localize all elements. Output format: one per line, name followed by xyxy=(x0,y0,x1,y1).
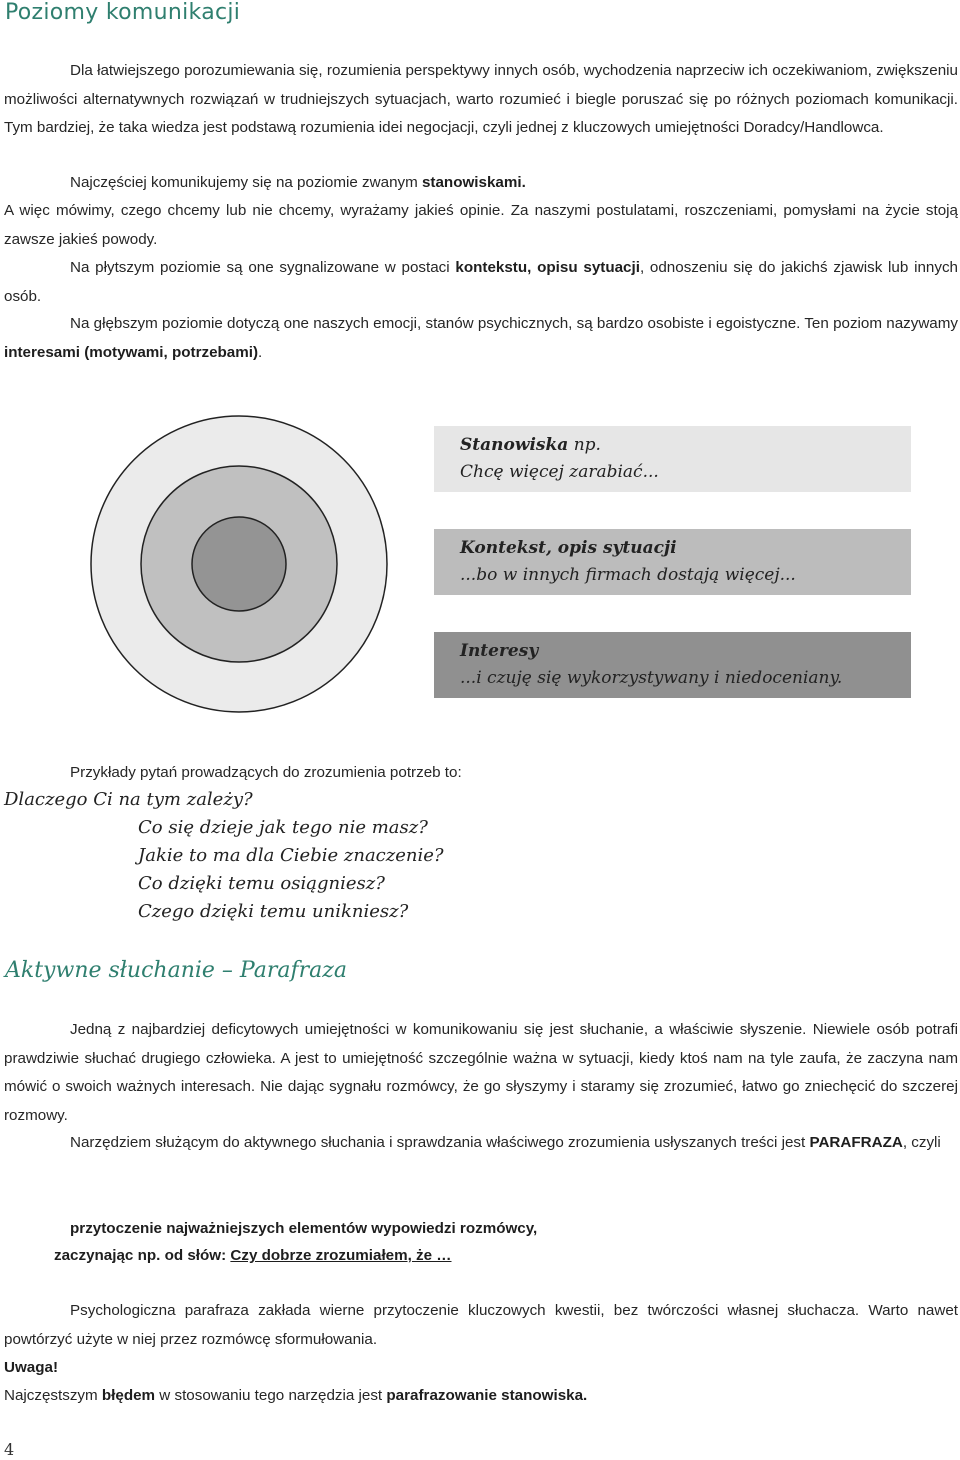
parafraza-definition: przytoczenie najważniejszych elementów wypowiedzi rozmówcy, xyxy=(70,1220,538,1237)
paragraph-narzedzie: Narzędziem służącym do aktywnego słuchania i sprawdzania właściwego zrozumienia usłyszanych treści jest PARAFRAZA, czyli xyxy=(70,1134,941,1151)
paragraph-interesy: Na głębszym poziomie dotyczą one naszych emocji, stanów psychicznych, są bardzo osobiste i egoistyczne. Ten poziom nazywamy interesami (motywami, potrzebami). xyxy=(4,315,958,361)
question-item: Co dzięki temu osiągniesz? xyxy=(138,873,385,894)
paragraph-blad: Najczęstszym błędem w stosowaniu tego narzędzia jest parafrazowanie stanowiska. xyxy=(4,1387,588,1404)
paragraph-sluchanie: Jedną z najbardziej deficytowych umiejętności w komunikowaniu się jest słuchanie, a właściwie słyszenie. Niewiele osób potrafi prawdziwie słuchać drugiego człowieka. A jest to umiejętność szczególnie ważna w sytuacji, kiedy ktoś nam na tyle zaufa, że zaczyna nam mówić o swoich ważnych interesach. Nie dając sygnału rozmówcy, że go słyszymy i staramy się zrozumieć, łatwo go zniechęcić do szczerej rozmowy. xyxy=(4,1021,958,1124)
level-title: Interesy xyxy=(460,641,539,661)
paragraph-psychologiczna: Psychologiczna parafraza zakłada wierne przytoczenie kluczowych kwestii, bez twórczości własnej słuchacza. Warto nawet powtórzyć użyte w niej przez rozmówcę sformułowania. xyxy=(4,1302,958,1348)
paragraph-intro: Dla łatwiejszego porozumiewania się, rozumienia perspektywy innych osób, wychodzenia naprzeciw ich oczekiwaniom, zwiększeniu możliwości alternatywnych rozwiązań w trudniejszych sytuacjach, warto rozumieć i biegle poruszać się po różnych poziomach komunikacji. Tym bardziej, że taka wiedza jest podstawą rozumienia idei negocjacji, czyli jednej z kluczowych umiejętności Doradcy/Handlowca. xyxy=(4,62,958,136)
level-title: Stanowiska xyxy=(460,435,569,455)
levels-circle-diagram xyxy=(85,410,395,720)
page-number: 4 xyxy=(4,1440,15,1459)
level-suffix: np. xyxy=(568,435,601,455)
paragraph-kontekst: Na płytszym poziomie są one sygnalizowane w postaci kontekstu, opisu sytuacji, odnoszeniu się do jakichś zjawisk lub innych osób. xyxy=(4,259,958,305)
ring-inner-interesy xyxy=(192,517,286,611)
level-example: ...i czuję się wykorzystywany i niedoceniany. xyxy=(460,668,843,688)
level-example: ...bo w innych firmach dostają więcej... xyxy=(460,565,796,585)
level-title: Kontekst, opis sytuacji xyxy=(460,538,677,558)
question-item: Jakie to ma dla Ciebie znaczenie? xyxy=(138,845,444,866)
paragraph-stanowiska: Najczęściej komunikujemy się na poziomie zwanym stanowiskami. xyxy=(70,174,526,191)
warning-label: Uwaga! xyxy=(4,1359,59,1376)
section-title-poziomy: Poziomy komunikacji xyxy=(5,0,241,25)
paragraph-opinie: A więc mówimy, czego chcemy lub nie chcemy, wyrażamy jakieś opinie. Za naszymi postulatami, roszczeniami, pomysłami na życie stoją zawsze jakieś powody. xyxy=(4,202,958,248)
parafraza-example-phrase: zaczynając np. od słów: Czy dobrze zrozumiałem, że … xyxy=(54,1247,452,1264)
level-box-stanowiska xyxy=(434,426,911,492)
question-item: Czego dzięki temu unikniesz? xyxy=(138,901,409,922)
section-title-aktywne-sluchanie: Aktywne słuchanie – Parafraza xyxy=(5,958,347,983)
question-item: Co się dzieje jak tego nie masz? xyxy=(138,817,428,838)
level-box-kontekst xyxy=(434,529,911,595)
level-box-interesy xyxy=(434,632,911,698)
questions-intro: Przykłady pytań prowadzących do zrozumienia potrzeb to: xyxy=(70,764,462,781)
level-example: Chcę więcej zarabiać... xyxy=(460,462,659,482)
question-item: Dlaczego Ci na tym zależy? xyxy=(4,789,253,810)
